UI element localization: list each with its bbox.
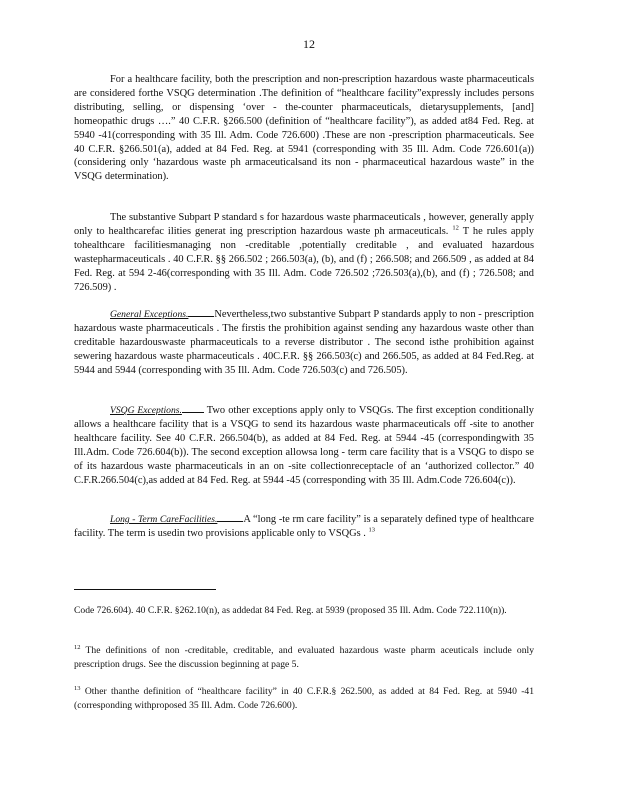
footnote-number: 12 — [74, 643, 81, 651]
heading-underline-rule — [188, 315, 214, 317]
paragraph-text: For a healthcare facility, both the prescription and non-prescription hazardous waste pharmaceuticals are considered forthe VSQG determination .The definition of “healthcare facility”expressly includes persons distributing, selling, or dispensing ‘over - the-counter pharmaceuticals, dietarysupplements, [and] homeopathic drugs ….” 40 C.F.R. §266.500 (definition of “healthcare facility”), as added at84 Fed. Reg. at 5940 -41(corresponding with 35 Ill. Adm. Code 726.600) .These are non -prescription pharmaceuticals. See 40 C.F.R. §266.501(a), added at 84 Fed. Reg. at 5941 (corresponding with 35 Ill. Adm. Code 726.601(a)) (considering only ‘hazardous waste ph armaceuticalsand its non - pharmaceutical hazardous waste” in the VSQG determination). — [74, 74, 534, 183]
section-heading-long-term-care: Long - Term CareFacilities. — [110, 514, 218, 525]
heading-underline-rule — [182, 411, 204, 413]
footnote-text: Other thanthe definition of “healthcare facility” in 40 C.F.R.§ 262.500, as added at 84 Fed. Reg. at 5940 -41 (corresponding withproposed 35 Ill. Adm. Code 726.600). — [74, 686, 534, 711]
footnote-continuation: Code 726.604). 40 C.F.R. §262.10(n), as addedat 84 Fed. Reg. at 5939 (proposed 35 Ill. Adm. Code 722.110(n)). — [74, 605, 507, 616]
paragraph-text: A “long -te rm care facility” is a separately defined type of healthcare facility. The term is usedin two provisions applicable only to VSQGs . — [74, 514, 534, 539]
section-heading-vsqg-exceptions: VSQG Exceptions. — [110, 405, 182, 416]
footnote-12 — [74, 644, 534, 672]
section-heading-general-exceptions: General Exceptions. — [110, 309, 189, 320]
footnote-separator — [74, 589, 216, 590]
footnote-ref-12: 12 — [452, 224, 459, 232]
paragraph-general-exceptions — [74, 308, 534, 378]
heading-underline-rule — [217, 520, 243, 522]
paragraph-text: T he rules apply tohealthcare facilitiesmanaging non -creditable ,potentially creditable , and evaluated hazardous wastepharmaceuticals . 40 C.F.R. §§ 266.502 ; 266.503(a), (b), and (f) ; 266.508; and 266.509 , as added at 84 Fed. Reg. at 594 2-46(corresponding with 35 Ill. Adm. Code 726.502 ;726.503(a),(b), and (f) ; 726.508; and 726.509) . — [74, 225, 535, 293]
paragraph-text: Two other exceptions apply only to VSQGs. The first exception conditionally allows a healthcare facility that is a VSQG to send its hazardous waste pharmaceuticals off -site to another healthcare facility. See 40 C.F.R. 266.504(b), as added at 84 Fed. Reg. at 5944 -45 (correspondingwith 35 Ill.Adm. Code 726.604(b)). The second exception allowsa long - term care facility that is a VSQG to dispo se of its hazardous waste pharmaceuticals in an on -site collectionreceptacle of an ‘authorized collector.” 40 C.F.R.266.504(c),as added at 84 Fed. Reg. at 5944 -45 (corresponding with 35 Ill. Adm.Code 726.604(c)). — [74, 405, 535, 486]
page-number: 12 — [303, 37, 315, 51]
footnote-ref-13: 13 — [368, 526, 375, 534]
paragraph-text: The substantive Subpart P standard s for hazardous waste pharmaceuticals , however, generally apply only to healthcarefac ilities generat ing prescription hazardous waste ph armaceuticals. — [74, 212, 534, 237]
footnote-text: The definitions of non -creditable, creditable, and evaluated hazardous waste pharm aceuticals include only prescription drugs. See the discussion beginning at page 5. — [74, 645, 534, 670]
footnote-number: 13 — [74, 684, 81, 692]
paragraph-subpart-p-standards — [74, 211, 534, 294]
paragraph-healthcare-facility — [74, 73, 534, 184]
footnote-13 — [74, 685, 534, 713]
paragraph-text: Nevertheless,two substantive Subpart P standards apply to non - prescription hazardous waste pharmaceuticals . The firstis the prohibition against sending any hazardous waste other than creditable hazardouswaste pharmaceuticals to a reverse distributor . The second isthe prohibition against sewering hazardous waste pharmaceuticals . 40C.F.R. §§ 266.503(c) and 266.505, as added at 84 Fed.Reg. at 5944 and 5944 (corresponding with 35 Ill. Adm. Code 726.503(c) and 726.505). — [74, 309, 535, 376]
paragraph-long-term-care — [74, 513, 534, 541]
paragraph-vsqg-exceptions — [74, 404, 534, 487]
